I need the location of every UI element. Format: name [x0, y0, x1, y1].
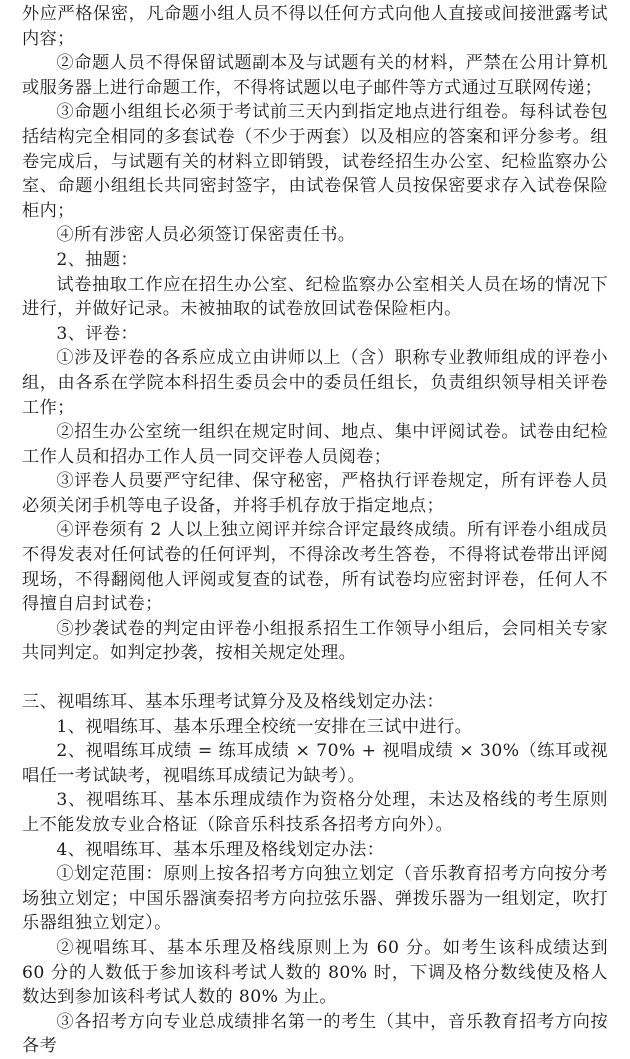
para-item-2: ②命题人员不得保留试题副本及与试题有关的材料，严禁在公用计算机或服务器上进行命题工作，不得将试题以电子邮件等方式通过互联网传递； — [22, 53, 608, 98]
section-spacer — [22, 666, 608, 690]
section-3-title: 三、视唱练耳、基本乐理考试算分及及格线划定办法： — [22, 692, 445, 713]
exam-security-section — [22, 2, 608, 666]
heading-drawing: 2、抽题： — [56, 249, 139, 270]
para-s3-4-2: ②视唱练耳、基本乐理及格线原则上为 60 分。如考生该科成绩达到 60 分的人数低于参加该科考试人数的 80% 时，下调及格分数线使及格人数达到参加该科考试人数的 80% 为止。 — [22, 937, 608, 1008]
para-grading-4: ④评卷须有 2 人以上独立阅评并综合评定最终成绩。所有评卷小组成员不得发表对任何试卷的任何评判，不得涂改考生答卷，不得将试卷带出评阅现场，不得翻阅他人评阅或复查的试卷，所有试卷均应密封评卷，任何人不得擅自启封试卷； — [22, 520, 608, 615]
para-grading-5: ⑤抄袭试卷的判定由评卷小组报系招生工作领导小组后，会同相关专家共同判定。如判定抄袭，按相关规定处理。 — [22, 618, 608, 664]
para-s3-4: 4、视唱练耳、基本乐理及格线划定办法： — [56, 839, 385, 860]
para-s3-1: 1、视唱练耳、基本乐理全校统一安排在三试中进行。 — [56, 716, 473, 737]
para-drawing: 试卷抽取工作应在招生办公室、纪检监察办公室相关人员在场的情况下进行，并做好记录。未被抽取的试卷放回试卷保险柜内。 — [22, 274, 608, 320]
para-grading-1: ①涉及评卷的各系应成立由讲师以上（含）职称专业教师组成的评卷小组，由各系在学院本科招生委员会中的委员任组长，负责组织领导相关评卷工作； — [22, 348, 608, 418]
para-grading-3: ③评卷人员要严守纪律、保守秘密，严格执行评卷规定，所有评卷人员必须关闭手机等电子设备，并将手机存放于指定地点； — [22, 471, 608, 516]
para-item-4: ④所有涉密人员必须签订保密责任书。 — [56, 225, 356, 246]
para-s3-4-3: ③各招考方向专业总成绩排名第一的考生（其中，音乐教育招考方向按各考 — [22, 1011, 608, 1057]
para-item-3: ③命题小组组长必须于考试前三天内到指定地点进行组卷。每科试卷包括结构完全相同的多套试卷（不少于两套）以及相应的答案和评分参考。组卷完成后，与试题有关的材料立即销毁，试卷经招生办公室、纪检监察办公室、命题小组组长共同密封签字，由试卷保管人员按保密要求存入试卷保险柜内； — [22, 102, 608, 221]
para-s3-2: 2、视唱练耳成绩 = 练耳成绩 × 70% + 视唱成绩 × 30%（练耳或视唱任一考试缺考，视唱练耳成绩记为缺考）。 — [22, 741, 608, 786]
para-s3-4-1: ①划定范围：原则上按各招考方向独立划定（音乐教育招考方向按分考场独立划定；中国乐器演奏招考方向拉弦乐器、弹拨乐器为一组划定，吹打乐器组独立划定）。 — [22, 864, 608, 934]
heading-grading: 3、评卷： — [56, 323, 139, 344]
para-grading-2: ②招生办公室统一组织在规定时间、地点、集中评阅试卷。试卷由纪检工作人员和招办工作人员一同交评卷人员阅卷； — [22, 422, 608, 467]
para-s3-3: 3、视唱练耳、基本乐理成绩作为资格分处理，未达及格线的考生原则上不能发放专业合格证（除音乐科技系各招考方向外）。 — [22, 790, 608, 835]
solfeggio-scoring-section — [22, 715, 608, 1059]
para-confidential-intro: 外应严格保密，凡命题小组人员不得以任何方式向他人直接或间接泄露考试内容； — [22, 4, 608, 49]
